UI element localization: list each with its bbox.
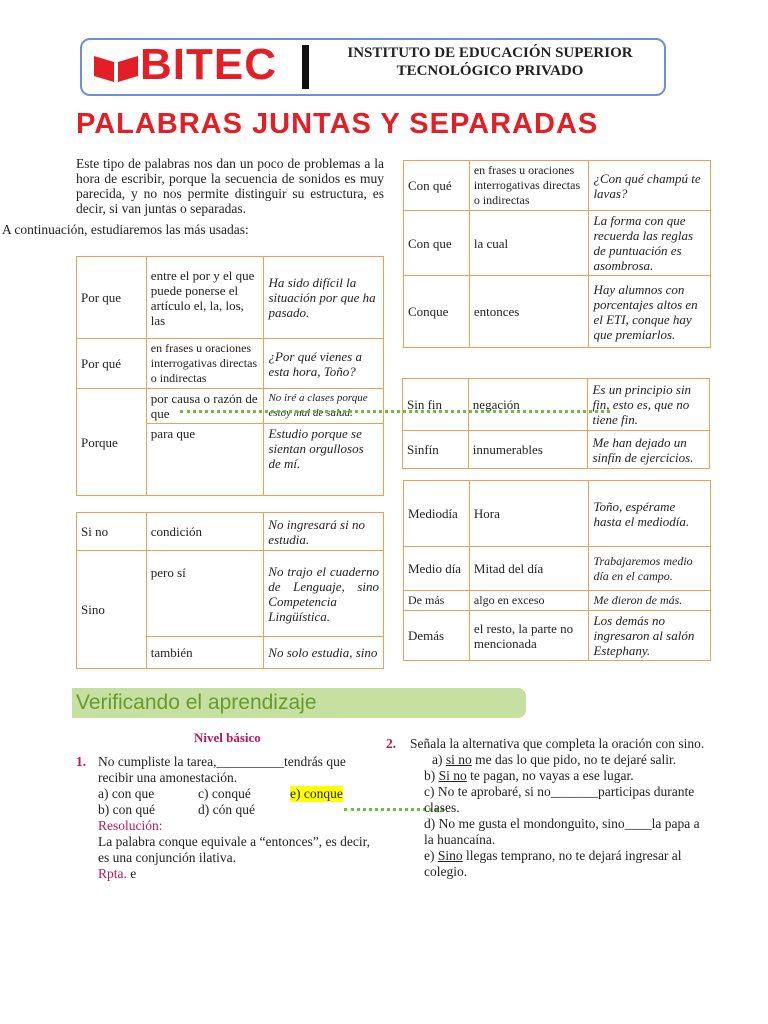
example-cell: Los demás no ingresaron al salón Estephany.	[589, 611, 711, 661]
institute-name	[330, 44, 650, 80]
exercise-question: No cumpliste la tarea,__________tendrás que recibir una amonestación.	[98, 754, 346, 785]
option-text: llegas temprano, no te dejará ingresar al colegio.	[424, 848, 682, 879]
intro-text: Este tipo de palabras nos dan un poco de problemas a la hora de escribir, porque la secuencia de sonidos es muy parecida, y no nos permite distinguir su estructura, es decir, si van juntas o separadas.	[76, 156, 384, 216]
exercise-2	[386, 736, 712, 880]
use-cell: para que	[146, 424, 264, 496]
exercise-question: Señala la alternativa que completa la oración con sino.	[410, 736, 705, 751]
example-cell: Toño, espérame hasta el mediodía.	[589, 481, 711, 547]
use-cell: en frases u oraciones interrogativas directas o indirectas	[469, 161, 589, 211]
option-text: te pagan, no vayas a ese lugar.	[470, 768, 634, 783]
logo-text: BITEC	[140, 40, 277, 89]
table-porque	[76, 256, 384, 496]
example-cell: ¿Con qué champú te lavas?	[589, 161, 711, 211]
example-cell: Hay alumnos con porcentajes altos en el ETI, conque hay que premiarlos.	[589, 276, 711, 348]
option-b: b) con qué	[98, 802, 155, 817]
word-cell: Medio día	[404, 547, 470, 591]
option-e	[410, 848, 712, 880]
word-cell: Por que	[77, 257, 147, 339]
fill-answer: si no	[445, 752, 472, 767]
word-cell: Si no	[77, 513, 147, 551]
example-cell: No ingresará si no estudia.	[264, 513, 384, 551]
options-row-2	[98, 802, 376, 818]
use-cell: negación	[468, 379, 588, 431]
option-e: e) conque	[290, 786, 343, 801]
option-d: d) No me gusta el mondonguito, sino____la papa a la huancaína.	[424, 816, 700, 847]
use-cell: entonces	[469, 276, 589, 348]
fill-answer: Sino	[437, 848, 463, 863]
use-cell: pero sí	[146, 551, 264, 637]
example-cell: Estudio porque se sientan orgullosos de mí.	[264, 424, 384, 496]
option-letter: b)	[424, 768, 436, 783]
resolution-label: Resolución:	[98, 818, 163, 833]
resolution-text: La palabra conque equivale a “entonces”, es decir, es una conjunción ilativa.	[98, 834, 370, 865]
exercise-number: 2.	[386, 736, 397, 751]
option-letter: a)	[432, 752, 443, 767]
option-letter: e)	[424, 848, 435, 863]
exercise-number: 1.	[76, 754, 87, 769]
word-cell: Sino	[77, 551, 147, 669]
section-title: Verificando el aprendizaje	[72, 688, 526, 718]
table-sinfin	[402, 378, 710, 469]
example-cell: Me han dejado un sinfín de ejercicios.	[588, 431, 710, 469]
word-cell: Con que	[404, 211, 470, 276]
use-cell: condición	[146, 513, 264, 551]
use-cell: el resto, la parte no mencionada	[469, 611, 589, 661]
answer-line	[98, 866, 376, 882]
option-a	[410, 752, 712, 768]
example-cell: ¿Por qué vienes a esta hora, Toño?	[264, 339, 384, 389]
use-cell: también	[146, 637, 264, 669]
word-cell: Por qué	[77, 339, 147, 389]
word-cell: Sin fin	[403, 379, 469, 431]
example-cell: Es un principio sin fin, esto es, que no tiene fin.	[588, 379, 710, 431]
institute-line-2: TECNOLÓGICO PRIVADO	[396, 63, 584, 79]
use-cell: por causa o razón de que	[146, 389, 264, 424]
table-sino	[76, 512, 384, 669]
use-cell: algo en exceso	[469, 591, 589, 611]
option-d: d) cón qué	[198, 802, 255, 817]
word-cell: De más	[404, 591, 470, 611]
example-cell: Ha sido difícil la situación por que ha pasado.	[264, 257, 384, 339]
intro-text-2: A continuación, estudiaremos las más usadas:	[2, 222, 249, 237]
example-cell: No solo estudia, sino	[264, 637, 384, 669]
word-cell: Mediodía	[404, 481, 470, 547]
option-b	[410, 768, 712, 784]
word-cell: Conque	[404, 276, 470, 348]
options-row-1	[98, 786, 376, 802]
option-c: c) No te aprobaré, si no_______participas durante clases.	[424, 784, 695, 815]
institute-line-1: INSTITUTO DE EDUCACIÓN SUPERIOR	[347, 45, 633, 61]
use-cell: Mitad del día	[469, 547, 589, 591]
header-divider	[302, 45, 309, 89]
exercise-1	[76, 754, 376, 882]
answer-value: e	[130, 866, 137, 881]
word-cell: Sinfín	[403, 431, 469, 469]
use-cell: entre el por y el que puede ponerse el artículo el, la, los, las	[146, 257, 264, 339]
example-cell: Trabajaremos medio día en el campo.	[589, 547, 711, 591]
option-a: a) con que	[98, 786, 155, 801]
use-cell: Hora	[469, 481, 589, 547]
option-c: c) conqué	[198, 786, 251, 801]
word-cell: Demás	[404, 611, 470, 661]
level-label: Nivel básico	[194, 730, 261, 745]
table-conque	[403, 160, 711, 348]
example-cell: No trajo el cuaderno de Lenguaje, sino Competencia Lingüística.	[264, 551, 384, 637]
option-text: me das lo que pido, no te dejaré salir.	[475, 752, 677, 767]
table-mediodia	[403, 480, 711, 661]
example-cell: Me dieron de más.	[589, 591, 711, 611]
word-cell: Con qué	[404, 161, 470, 211]
use-cell: la cual	[469, 211, 589, 276]
fill-answer: Si no	[438, 768, 467, 783]
answer-label: Rpta.	[98, 866, 127, 881]
example-cell: La forma con que recuerda las reglas de puntuación es asombrosa.	[589, 211, 711, 276]
example-cell: No iré a clases porque estoy mal de salud.	[264, 389, 384, 424]
use-cell: innumerables	[468, 431, 588, 469]
dotted-connector	[180, 410, 610, 413]
book-logo-icon	[92, 52, 140, 82]
word-cell: Porque	[77, 389, 147, 496]
page-title: PALABRAS JUNTAS Y SEPARADAS	[76, 108, 599, 140]
use-cell: en frases u oraciones interrogativas directas o indirectas	[146, 339, 264, 389]
